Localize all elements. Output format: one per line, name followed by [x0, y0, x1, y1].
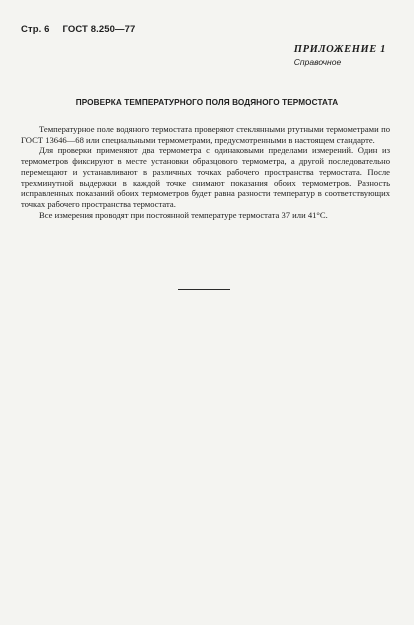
standard-code: ГОСТ 8.250—77 [62, 24, 136, 35]
section-title: ПРОВЕРКА ТЕМПЕРАТУРНОГО ПОЛЯ ВОДЯНОГО ТЕРМОСТАТА [75, 98, 339, 107]
paragraph: Для проверки применяют два термометра с одинаковыми пределами измерений. Один из термометров фиксируют в месте установки образцового термометра, а другой последовательно перемещают и устанавливают в различных точках рабочего пространства термостата. После трехминутной выдержки в каждой точке снимают показания обоих термометров. Разность исправленных показаний обоих термометров будет равна разности температур в соответствующих точках рабочего пространства термостата. [21, 145, 390, 209]
paragraph: Температурное поле водяного термостата проверяют стеклянными ртутными термометрами по ГОСТ 13646—68 или специальными термометрами, предусмотренными в настоящем стандарте. [21, 124, 390, 145]
end-divider [178, 289, 230, 290]
body-text [21, 124, 390, 220]
appendix-subtitle: Справочное [293, 57, 342, 67]
page-header [21, 24, 135, 35]
paragraph: Все измерения проводят при постоянной температуре термостата 37 или 41°С. [39, 209, 328, 220]
appendix-block [294, 44, 386, 67]
appendix-title: ПРИЛОЖЕНИЕ 1 [293, 44, 386, 55]
page-number: Стр. 6 [21, 24, 50, 35]
